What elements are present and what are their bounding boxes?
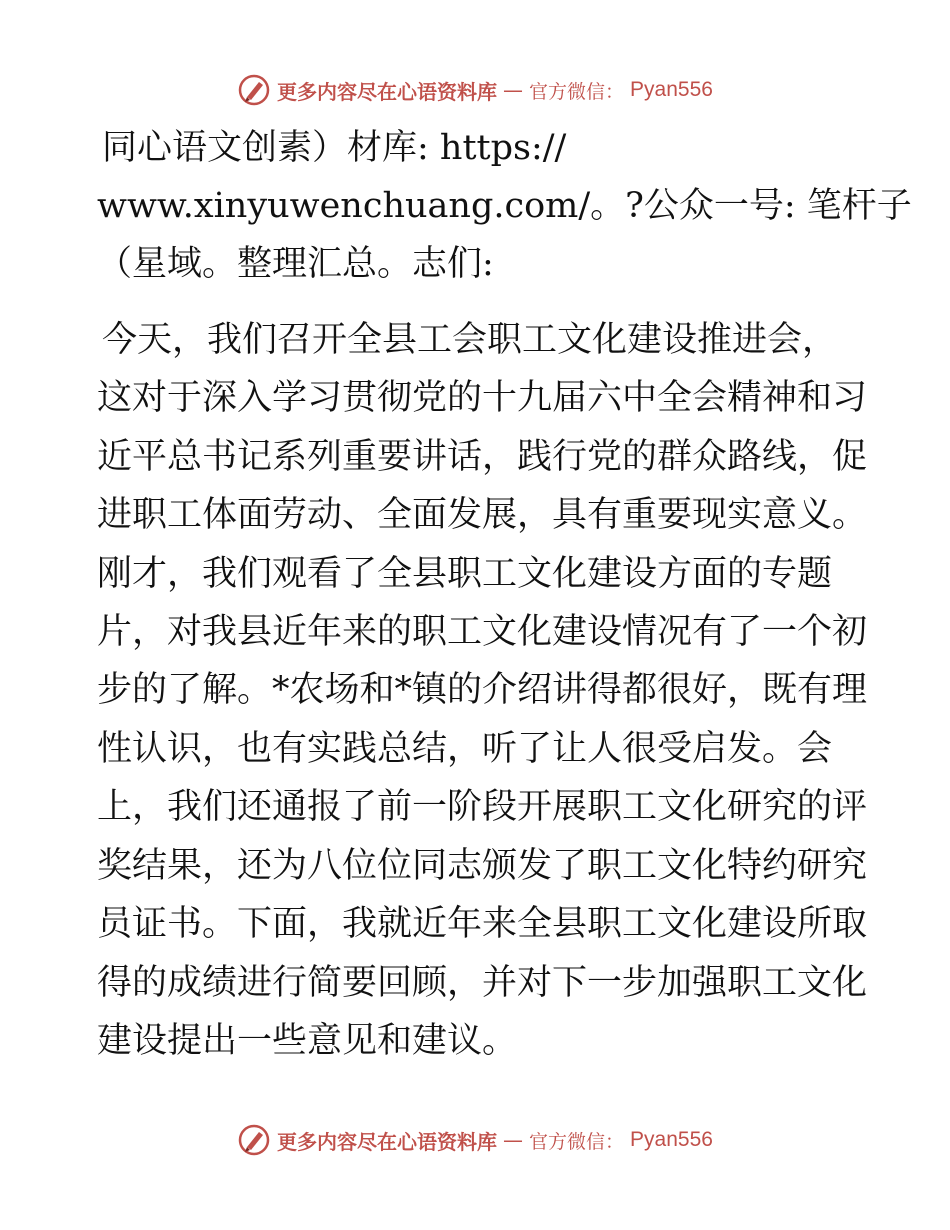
- pen-logo-icon: [237, 1123, 271, 1157]
- body-line-8: 刚才，我们观看了全县职工文化建设方面的专题: [97, 554, 833, 594]
- body-line-4: 今天，我们召开全县工会职工文化建设推进会，: [102, 320, 838, 360]
- footer-contact-label: 官方微信：: [529, 1130, 625, 1153]
- body-line-1: 同心语文创素）材库: https://: [102, 128, 567, 168]
- body-line-12: 上，我们还通报了前一阶段开展职工文化研究的评: [97, 787, 868, 827]
- header-banner: [0, 70, 950, 110]
- pen-logo-icon: [237, 73, 271, 107]
- header-dash: —: [503, 78, 524, 102]
- body-line-6: 近平总书记系列重要讲话，践行党的群众路线，促: [97, 437, 868, 477]
- body-line-11: 性认识，也有实践总结，听了让人很受启发。会: [97, 729, 833, 769]
- body-line-3: （星域。整理汇总。志们:: [97, 244, 494, 284]
- body-line-2: www.xinyuwenchuang.com/。?公众一号: 笔杆子: [97, 186, 912, 226]
- footer-contact-id: Pyan556: [630, 1128, 713, 1151]
- header-contact-id: Pyan556: [630, 78, 713, 101]
- body-line-14: 员证书。下面，我就近年来全县职工文化建设所取: [97, 904, 868, 944]
- header-contact-label: 官方微信：: [529, 80, 625, 103]
- body-line-7: 进职工体面劳动、全面发展，具有重要现实意义。: [97, 495, 868, 535]
- footer-brand-text: 更多内容尽在心语资料库: [277, 1129, 498, 1154]
- body-line-13: 奖结果，还为八位位同志颁发了职工文化特约研究: [97, 846, 868, 886]
- header-brand-text: 更多内容尽在心语资料库: [277, 79, 498, 104]
- body-line-5: 这对于深入学习贯彻党的十九届六中全会精神和习: [97, 378, 868, 418]
- footer-dash: —: [503, 1128, 524, 1152]
- body-line-9: 片，对我县近年来的职工文化建设情况有了一个初: [97, 612, 868, 652]
- footer-banner: [0, 1120, 950, 1160]
- body-line-16: 建设提出一些意见和建议。: [97, 1021, 518, 1061]
- body-line-10: 步的了解。*农场和*镇的介绍讲得都很好，既有理: [97, 670, 868, 710]
- body-line-15: 得的成绩进行简要回顾，并对下一步加强职工文化: [97, 963, 868, 1003]
